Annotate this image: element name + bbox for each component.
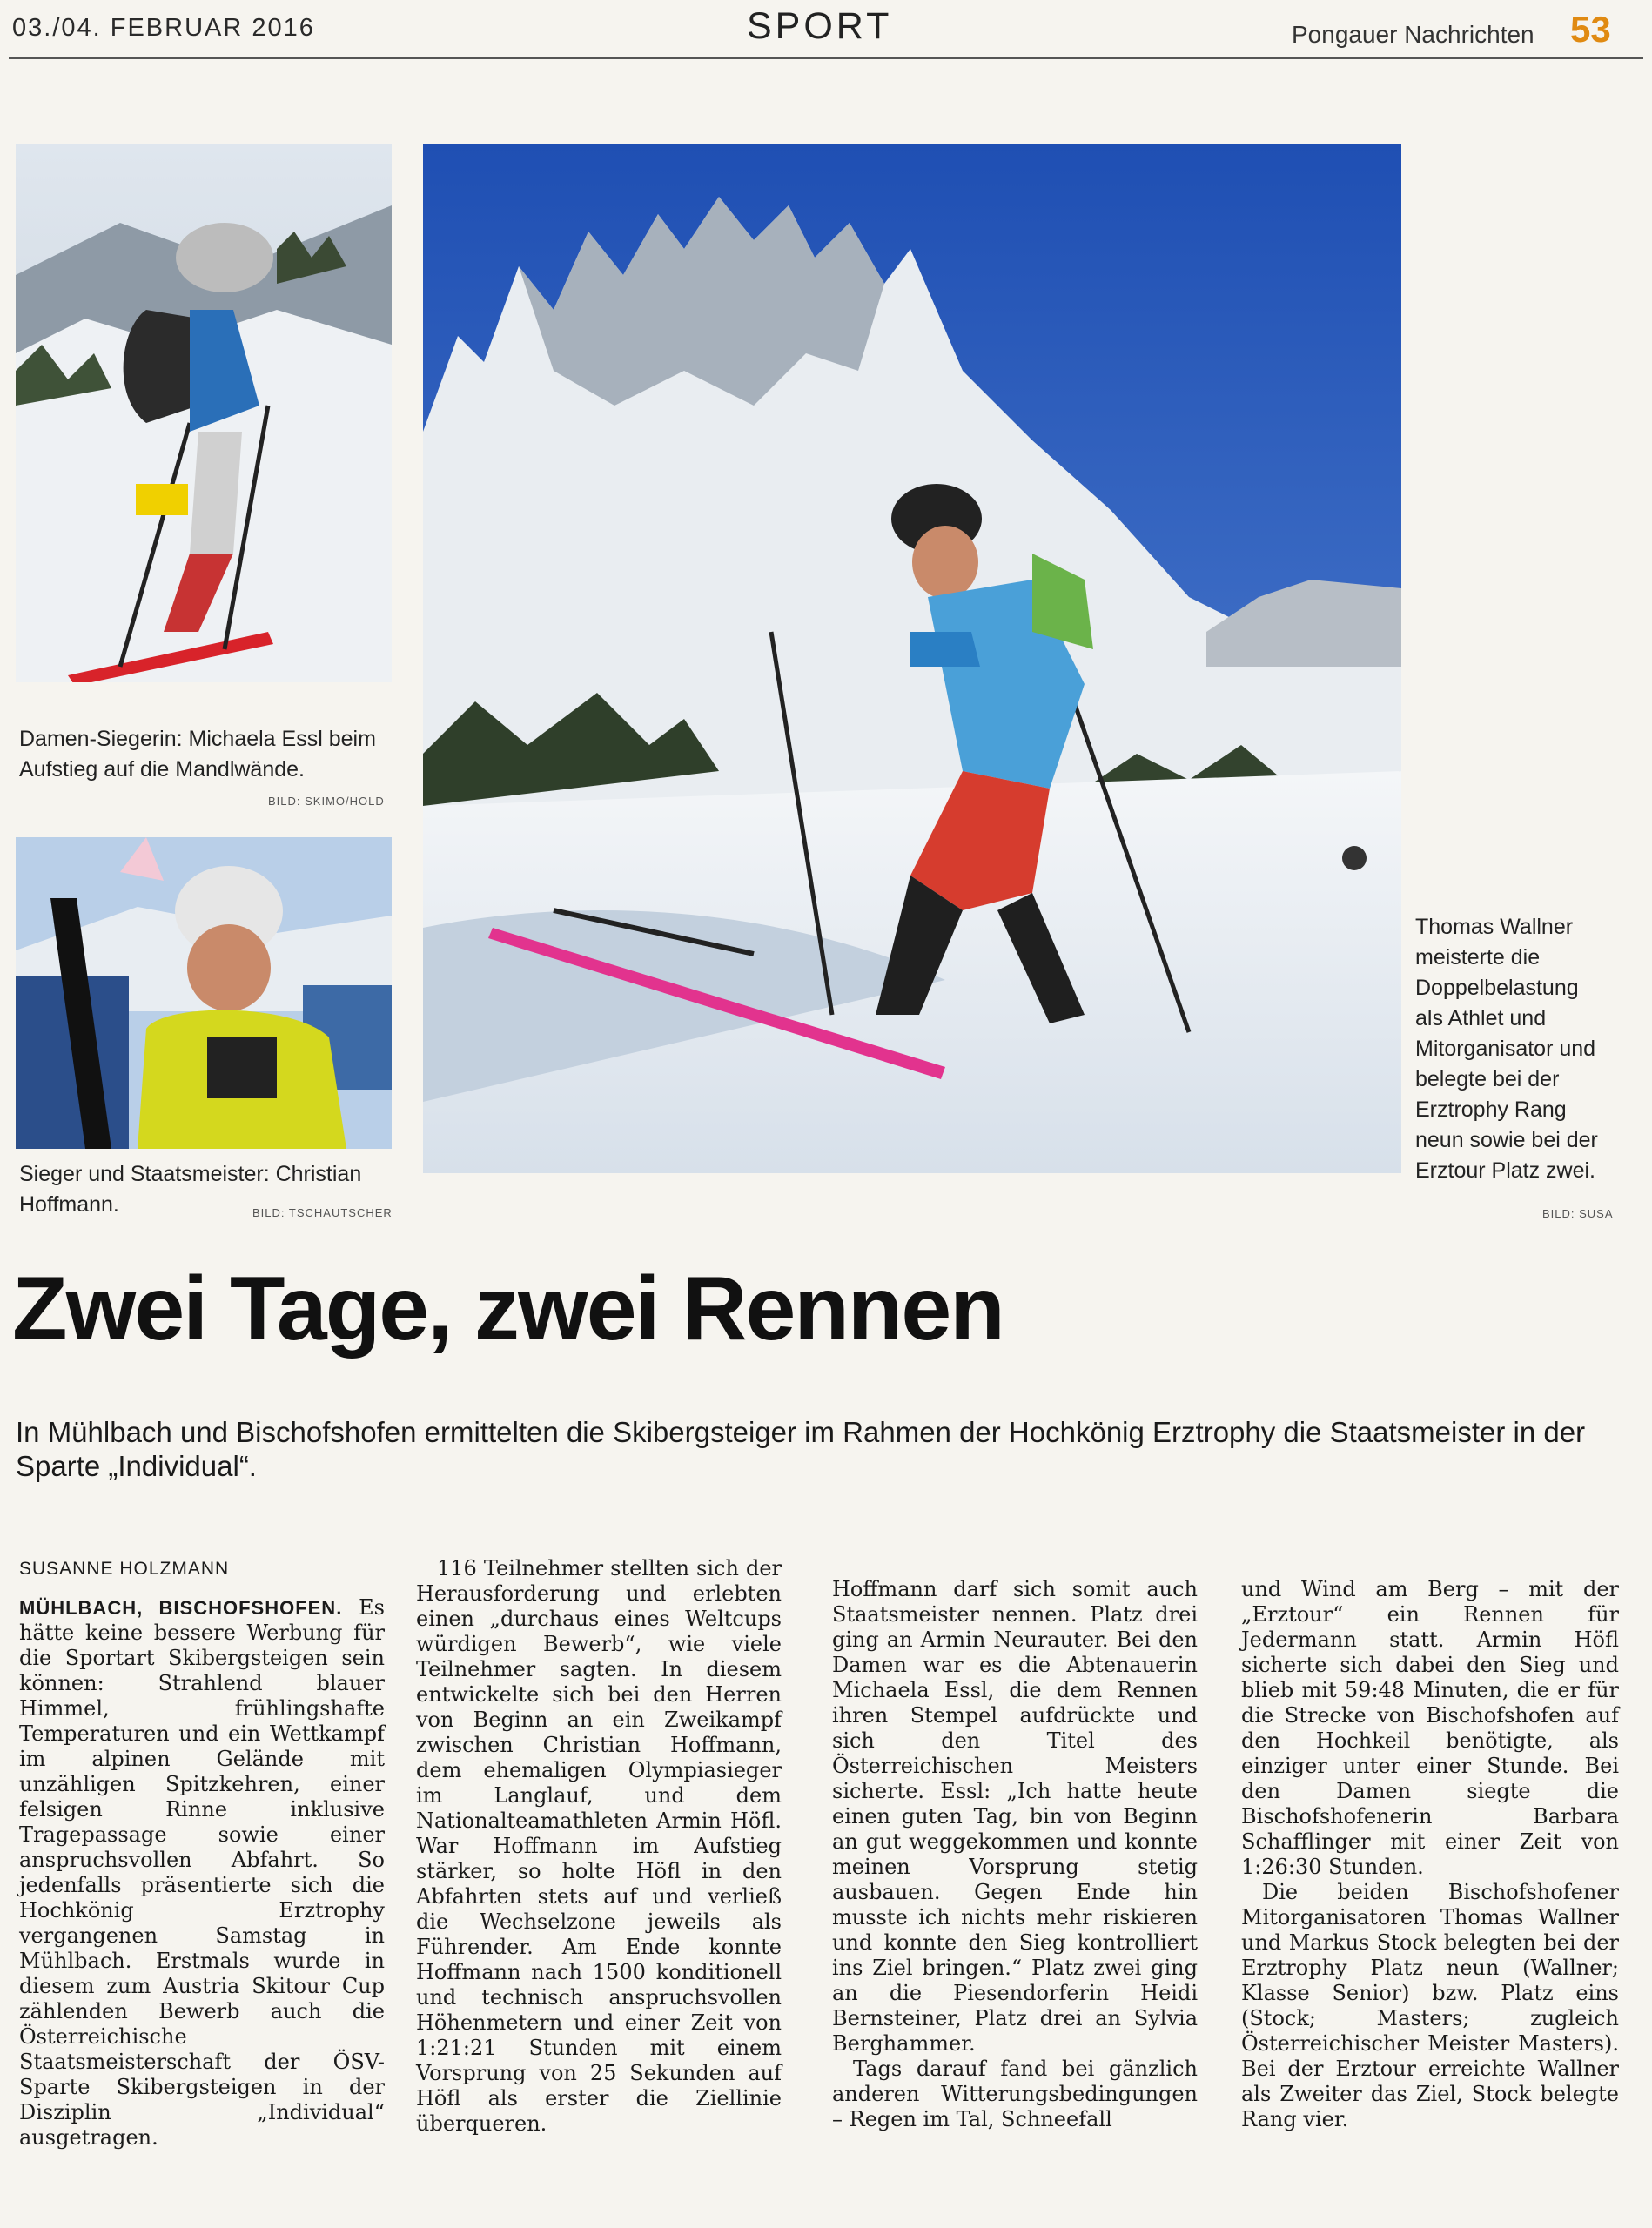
issue-date: 03./04. FEBRUAR 2016 <box>12 14 315 42</box>
photo1-caption: Damen-Siegerin: Michaela Essl beim Aufstieg auf die Mandlwände. <box>19 727 376 782</box>
photo2-caption: Sieger und Staatsmeister: Christian Hoffmann. <box>19 1162 362 1217</box>
column-text: Die beiden Bischofshofener Mitorganisatoren Thomas Wallner und Markus Stock belegten bei der Erztrophy Platz neun (Wallner; Klasse Senior) bzw. Platz eins (Stock; Masters; zugleich Österreichischer Meister Masters). Bei der Erztour erreichte Wallner als Zweiter das Ziel, Stock belegte Rang vier. <box>1241 1880 1619 2131</box>
photo-christian-hoffmann <box>16 837 392 1149</box>
article-column-4 <box>1241 1577 1619 2132</box>
section-title: SPORT <box>747 5 893 47</box>
column-text: und Wind am Berg – mit der „Erztour“ ein Rennen für Jedermann statt. Armin Höfl sicherte sich dabei den Sieg und blieb mit 59:48 Minuten, die er für die Strecke von Bischofshofen auf den Hochkeil benötigte, als einziger unter einer Stunde. Bei den Damen siegte die Bischofshofenerin Barbara Schafflinger mit einer Zeit von 1:26:30 Stunden. <box>1241 1577 1619 1879</box>
header-rule <box>9 57 1643 59</box>
column-text: Tags darauf fand bei gänzlich anderen Witterungsbedingungen – Regen im Tal, Schneefall <box>832 2057 1198 2131</box>
column-text: 116 Teilnehmer stellten sich der Herausforderung und erlebten einen „durchaus eines Weltcups würdigen Bewerb“, wie viele Teilnehmer sagten. In diesem entwickelte sich bei den Herren von Beginn an ein Zweikampf zwischen Christian Hoffmann, dem ehemaligen Olympiasieger im Langlauf, und dem Nationalteamathleten Armin Höfl. War Hoffmann im Aufstieg stärker, so holte Höfl in den Abfahrten stets auf und verließ die Wechselzone jeweils als Führender. Am Ende konnte Hoffmann nach 1500 konditionell und technisch anspruchsvollen Höhenmetern und einer Zeit von 1:21:21 Stunden mit einem Vorsprung von 25 Sekunden auf Höfl als erster die Ziellinie überqueren. <box>416 1556 782 2136</box>
author-name: SUSANNE HOLZMANN <box>19 1559 230 1579</box>
article-column-1 <box>19 1556 385 2151</box>
article-headline: Zwei Tage, zwei Rennen <box>12 1258 1004 1359</box>
article-lead: In Mühlbach und Bischofshofen ermittelten die Skibergsteiger im Rahmen der Hochkönig Erztrophy die Staatsmeister in der Sparte „Individual“. <box>16 1416 1586 1482</box>
page-number: 53 <box>1570 9 1611 50</box>
column-text: Hoffmann darf sich somit auch Staatsmeister nennen. Platz drei ging an Armin Neurauter. Bei den Damen war es die Abtenauerin Michaela Essl, die dem Rennen ihren Stempel aufdrückte und sich den Titel des Österreichischen Meisters sicherte. Essl: „Ich hatte heute einen guten Tag, bin von Beginn an gut weggekommen und konnte meinen Vorsprung stetig ausbauen. Gegen Ende hin musste ich nichts mehr riskieren und konnte den Sieg kontrolliert ins Ziel bringen.“ Platz zwei ging an die Piesendorferin Heidi Bernsteiner, Platz drei an Sylvia Berghammer. <box>832 1577 1198 2056</box>
newspaper-name: Pongauer Nachrichten <box>1292 21 1534 48</box>
photo3-caption: Thomas Wallner meisterte die Doppelbelastung als Athlet und Mitorganisator und belegte bei der Erztrophy Rang neun sowie bei der Erztour Platz zwei. <box>1415 915 1598 1183</box>
article-column-3 <box>832 1577 1198 2132</box>
article-column-2 <box>416 1556 782 2137</box>
column-text: Es hätte keine bessere Werbung für die Sportart Skibergsteigen sein können: Strahlend blauer Himmel, frühlingshafte Temperaturen und ein Wettkampf im alpinen Gelände mit unzähligen Spitzkehren, einer felsigen Rinne inklusive Tragepassage sowie einer anspruchsvollen Abfahrt. So jedenfalls präsentierte sich die Hochkönig Erztrophy vergangenen Samstag in Mühlbach. Erstmals wurde in diesem zum Austria Skitour Cup zählenden Bewerb auch die Österreichische Staatsmeisterschaft der ÖSV-Sparte Skibergsteigen in der Disziplin „Individual“ ausgetragen. <box>19 1595 385 2150</box>
photo2-credit: BILD: TSCHAUTSCHER <box>252 1206 393 1219</box>
photo-thomas-wallner <box>423 144 1401 1173</box>
photo-michaela-essl <box>16 144 392 682</box>
photo3-credit: BILD: SUSA <box>1542 1207 1614 1220</box>
photo1-credit: BILD: SKIMO/HOLD <box>268 795 385 808</box>
dateline: MÜHLBACH, BISCHOFSHOFEN. <box>19 1597 343 1619</box>
